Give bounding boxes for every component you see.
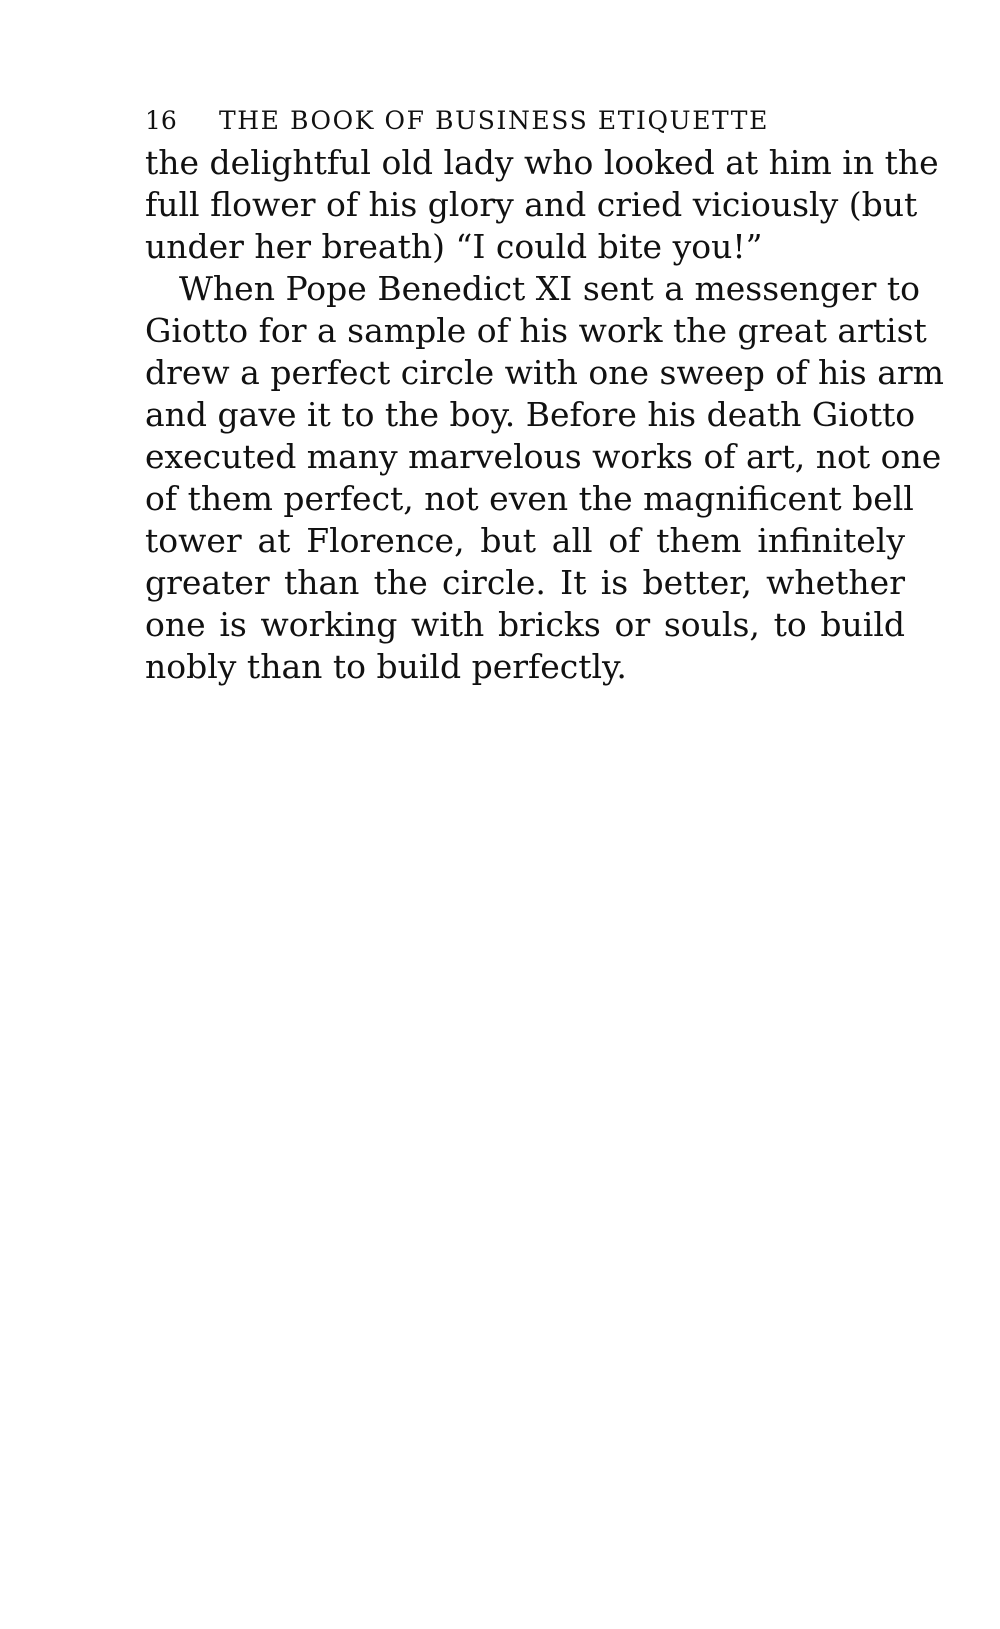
text-line: and gave it to the boy. Before his death Giotto: [145, 395, 916, 434]
paragraph-giotto: [145, 268, 944, 688]
text-line: under her breath) “I could bite you!”: [145, 227, 763, 266]
page-number: 16: [145, 106, 177, 135]
text-line: executed many marvelous works of art, not one: [145, 437, 942, 476]
text-line: of them perfect, not even the magnificent bell: [145, 479, 914, 518]
text-line: When Pope Benedict XI sent a messenger to: [179, 269, 920, 308]
text-line: nobly than to build perfectly.: [145, 647, 627, 686]
paragraph-continued: [145, 142, 939, 268]
text-line: full flower of his glory and cried viciously (but: [145, 185, 918, 224]
text-line: drew a perfect circle with one sweep of his arm: [145, 353, 944, 392]
running-head: [145, 100, 905, 142]
book-page: [145, 100, 944, 688]
text-line: one is working with bricks or souls, to build: [145, 605, 905, 644]
book-title: THE BOOK OF BUSINESS ETIQUETTE: [219, 106, 769, 135]
text-line: tower at Florence, but all of them infinitely: [145, 521, 905, 560]
text-line: the delightful old lady who looked at him in the: [145, 143, 939, 182]
body-text: [145, 142, 944, 688]
text-line: greater than the circle. It is better, whether: [145, 563, 905, 602]
text-line: Giotto for a sample of his work the great artist: [145, 311, 927, 350]
